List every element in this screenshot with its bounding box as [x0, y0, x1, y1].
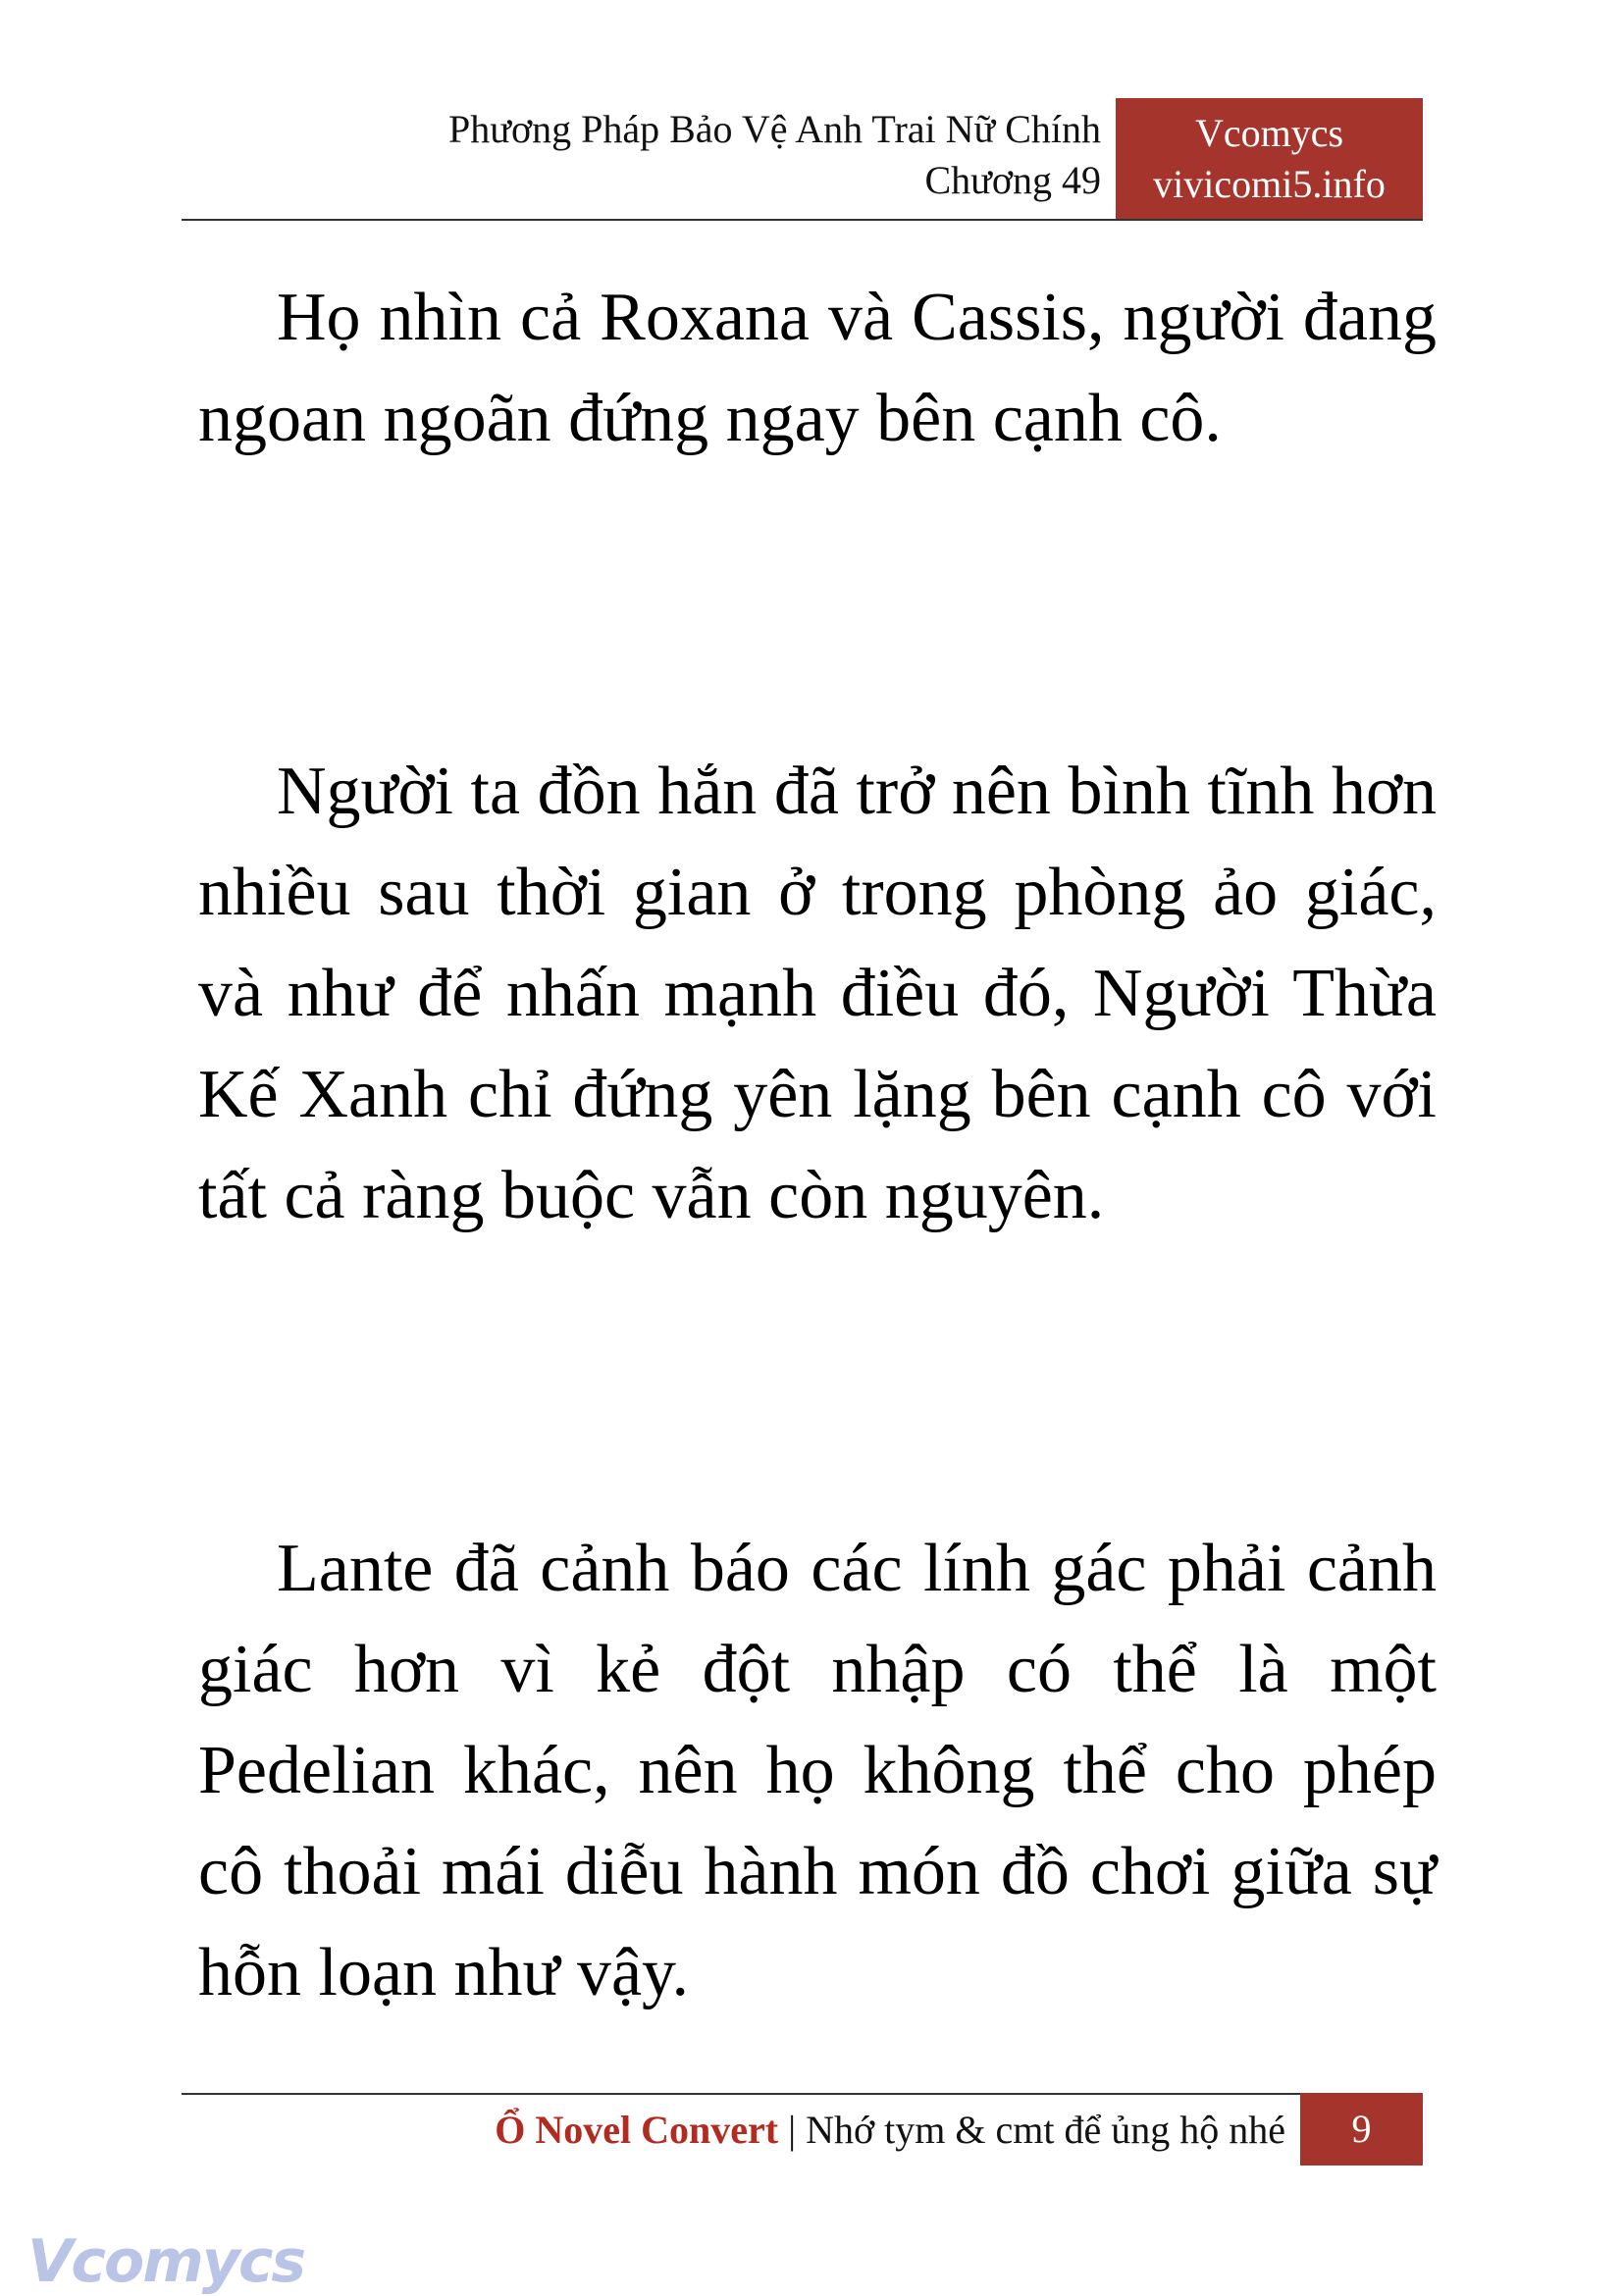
chapter-label: Chương 49	[924, 158, 1101, 202]
watermark-logo: Vcomycs	[27, 2227, 305, 2296]
site-name: Vcomycs	[1194, 111, 1344, 155]
book-title: Phương Pháp Bảo Vệ Anh Trai Nữ Chính	[448, 107, 1101, 151]
paragraph-2: Người ta đồn hắn đã trở nên bình tĩnh hơn nhiều sau thời gian ở trong phòng ảo giác, và như để nhấn mạnh điều đó, Người Thừa Kế Xanh chỉ đứng yên lặng bên cạnh cô với tất cả ràng buộc vẫn còn nguyên.	[198, 754, 1437, 1233]
site-badge	[1116, 98, 1423, 220]
paragraph-1: Họ nhìn cả Roxana và Cassis, người đang ngoan ngoãn đứng ngay bên cạnh cô.	[198, 280, 1437, 456]
footer-divider	[182, 2093, 1300, 2095]
footer-brand: Ổ Novel Convert	[495, 2108, 779, 2152]
footer-note: Nhớ tym & cmt để ủng hộ nhé	[806, 2108, 1285, 2152]
footer-separator: |	[778, 2108, 807, 2152]
header-divider	[182, 219, 1423, 221]
page-number: 9	[1300, 2093, 1423, 2166]
footer-text	[182, 2105, 1285, 2156]
paragraph-3: Lante đã cảnh báo các lính gác phải cảnh giác hơn vì kẻ đột nhập có thể là một Pedelian khác, nên họ không thể cho phép cô thoải mái diễu hành món đồ chơi giữa sự hỗn loạn như vậy.	[198, 1531, 1437, 2010]
site-url: vivicomi5.info	[1153, 162, 1386, 206]
header-title	[218, 104, 1101, 206]
